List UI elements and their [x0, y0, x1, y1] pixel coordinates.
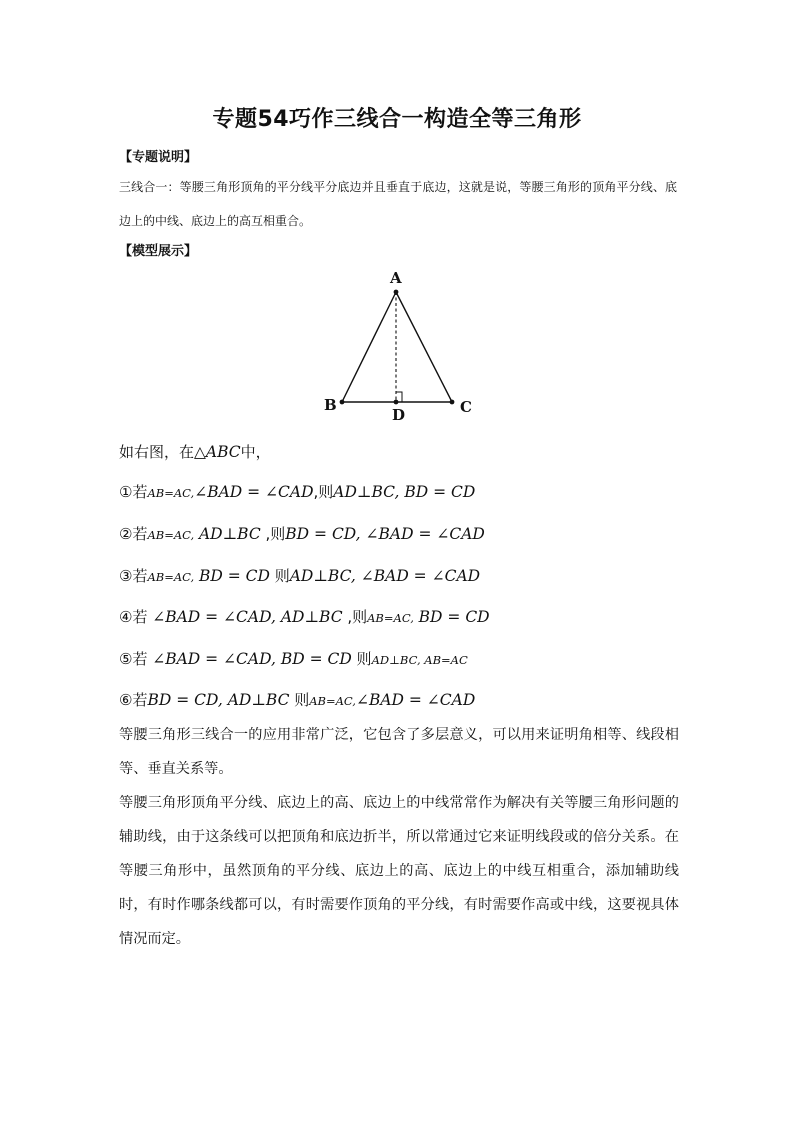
case-cond: ∠BAD = ∠CAD, AD⊥BC	[152, 608, 343, 626]
case-result: ∠BAD = ∠CAD	[355, 691, 476, 709]
case-then: ,则	[342, 608, 368, 626]
case-result: AD⊥BC, ∠BAD = ∠CAD	[289, 567, 481, 585]
point-b	[340, 400, 345, 405]
case-num: ③若	[119, 567, 148, 585]
case-cond: BD = CD	[198, 567, 270, 585]
side-ac	[396, 292, 452, 402]
intro-suffix: 中，	[240, 443, 271, 461]
case-cond: BD = CD, AD⊥BC	[147, 691, 290, 709]
section-heading-description: 【专题说明】	[119, 150, 198, 165]
section-heading-model: 【模型展示】	[119, 244, 198, 259]
case-num: ⑤若	[119, 650, 153, 668]
case-then: 则	[351, 650, 372, 668]
point-a	[394, 290, 399, 295]
intro-prefix: 如右图，在	[119, 443, 195, 461]
case-cond: AD⊥BC	[198, 525, 261, 543]
case-cond-small: AB=AC,	[147, 486, 195, 500]
side-ab	[342, 292, 396, 402]
paragraph-auxiliary-line: 等腰三角形顶角平分线、底边上的高、底边上的中线常常作为解决有关等腰三角形问题的辅助线，由于这条线可以把顶角和底边折半，所以常通过它来证明线段或的倍分关系。在等腰三角形中，虽然顶角的平分线、底边上的高、底边上的中线互相重合，添加辅助线时，有时作哪条线都可以，有时需要作顶角的平分线，有时需要作高或中线，这要视具体情况而定。	[119, 795, 679, 947]
label-c: C	[460, 398, 472, 416]
case-then: 则	[289, 691, 310, 709]
point-d	[394, 400, 399, 405]
point-c	[450, 400, 455, 405]
case-4	[119, 606, 490, 627]
case-num: ④若	[119, 608, 153, 626]
case-then: ,则	[313, 483, 334, 501]
case-1	[119, 481, 475, 502]
intro-line	[119, 441, 271, 462]
paragraph-application: 等腰三角形三线合一的应用非常广泛，它包含了多层意义，可以用来证明角相等、线段相等、垂直关系等。	[119, 727, 679, 777]
case-cond: ∠BAD = ∠CAD	[194, 483, 314, 501]
case-result: AD⊥BC, BD = CD	[333, 483, 476, 501]
case-result-small: AB=AC,	[367, 611, 414, 625]
case-cond: ∠BAD = ∠CAD, BD = CD	[152, 650, 352, 668]
description-text: 三线合一：等腰三角形顶角的平分线平分底边并且垂直于底边，这就是说，等腰三角形的顶角平分线、底边上的中线、底边上的高互相重合。	[119, 180, 677, 228]
case-6	[119, 689, 475, 710]
triangle-figure	[310, 262, 490, 427]
label-a: A	[390, 269, 402, 287]
intro-math: △ABC	[194, 443, 241, 461]
case-result: BD = CD	[418, 608, 490, 626]
case-then: ,则	[260, 525, 286, 543]
case-num: ①若	[119, 483, 148, 501]
case-2	[119, 523, 485, 544]
case-cond-small: AB=AC,	[147, 528, 195, 542]
page-title: 专题54巧作三线合一构造全等三角形	[212, 107, 582, 132]
case-num: ②若	[119, 525, 148, 543]
case-result-small: AD⊥BC, AB=AC	[371, 653, 468, 667]
case-then: 则	[269, 567, 290, 585]
case-result-small: AB=AC,	[309, 694, 356, 708]
case-result: BD = CD, ∠BAD = ∠CAD	[285, 525, 485, 543]
case-cond-small: AB=AC,	[147, 570, 195, 584]
case-3	[119, 565, 480, 586]
label-b: B	[324, 396, 337, 414]
case-5	[119, 648, 468, 669]
case-num: ⑥若	[119, 691, 148, 709]
label-d: D	[392, 406, 406, 424]
